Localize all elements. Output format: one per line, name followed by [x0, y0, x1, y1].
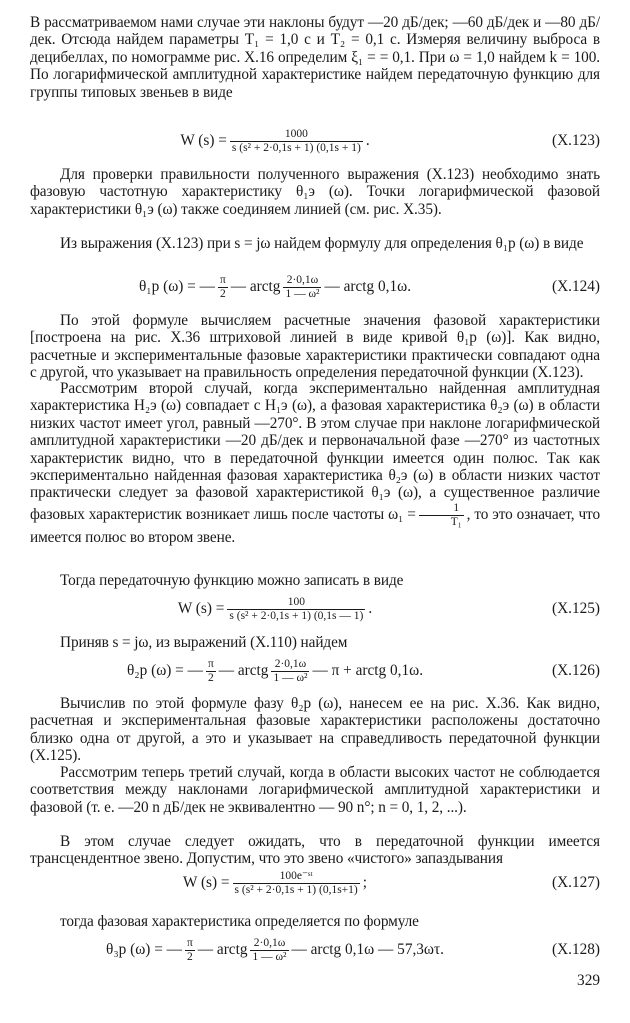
eq127-fraction	[233, 870, 360, 897]
eq124-fraction-arctg	[283, 274, 321, 301]
eq126-f2-num: 2·0,1ω	[274, 657, 307, 670]
equation-x126	[30, 654, 600, 688]
eq128-fraction-arctg	[250, 937, 288, 964]
eq127-lhs: W (s) =	[182, 874, 230, 891]
eq125-numerator: 100	[287, 595, 305, 608]
eq126-mid: — arctg	[218, 662, 269, 679]
paragraph-4: По этой формуле вычисляем расчетные значения фазовой характеристики [построена на рис. X.36 штриховой линией в виде кривой θ₁р (ω)]. Как видно, расчетные и экспериментальные фазовые характеристики практически совпадают одна с другой, что указывает на правильность определения передаточной функции (X.123).	[30, 312, 600, 382]
eq128-lhs: θ₃р (ω) = —	[106, 941, 182, 958]
eq128-f2-num: 2·0,1ω	[253, 936, 286, 949]
paragraph-10: В этом случае следует ожидать, что в передаточной функции имеется трансцендентное звено. Допустим, что это звено «чистого» запаздывания	[30, 833, 600, 868]
equation-x125	[30, 592, 600, 626]
eq123-denominator: s (s² + 2·0,1s + 1) (0,1s + 1)	[231, 141, 361, 154]
eq124-f1-num: π	[219, 273, 226, 286]
equation-x127	[30, 866, 600, 900]
equation-x128	[30, 933, 600, 967]
eq125-tail: .	[368, 600, 373, 617]
paragraph-5-end: , то это означает, что имеется полюс во втором звене.	[30, 505, 600, 546]
omega-frac-num: 1	[453, 501, 460, 514]
page-number: 329	[577, 972, 600, 989]
eq125-label: (X.125)	[551, 600, 600, 617]
paragraph-3: Из выражения (X.123) при s = jω найдем формулу для определения θ₁р (ω) в виде	[60, 235, 584, 252]
eq126-lhs: θ₂р (ω) = —	[126, 662, 203, 679]
eq128-fraction-pi	[185, 937, 195, 964]
paragraph-8: Вычислив по этой формуле фазу θ₂р (ω), нанесем ее на рис. X.36. Как видно, расчетная и экспериментальная фазовые характеристики расположены достаточно близко одна от другой, а это и указывает на справедливость передаточной функции (X.125).	[30, 695, 600, 765]
eq128-f1-num: π	[186, 936, 193, 949]
eq127-label: (X.127)	[551, 874, 600, 891]
equation-x123	[30, 124, 600, 158]
eq127-numerator: 100e⁻ˢᵗ	[279, 869, 313, 882]
eq128-label: (X.128)	[551, 941, 600, 958]
paragraph-1: В рассматриваемом нами случае эти наклоны будут —20 дБ/дек; —60 дБ/дек и —80 дБ/дек. Отсюда найдем параметры T₁ = 1,0 с и T₂ = 0,1 с. Измеряя величину выброса в децибеллах, по номограмме рис. X.16 определим ξ₁ = = 0,1. При ω = 1,0 найдем k = 100. По логарифмической амплитудной характеристике найдем передаточную функцию для группы типовых звеньев в виде	[30, 14, 600, 101]
equation-x124	[30, 270, 600, 304]
eq123-tail: .	[365, 132, 370, 149]
omega-fraction	[419, 502, 464, 529]
omega-frac-den: T₁	[419, 515, 464, 529]
eq128-mid: — arctg	[197, 941, 248, 958]
eq126-f1-num: π	[207, 657, 214, 670]
eq125-denominator: s (s² + 2·0,1s + 1) (0,1s — 1)	[229, 609, 364, 622]
eq123-lhs: W (s) =	[180, 132, 227, 149]
eq124-tail: — arctg 0,1ω.	[324, 278, 412, 295]
eq124-f2-den: 1 — ω²	[285, 287, 320, 300]
eq126-f1-den: 2	[207, 671, 214, 684]
eq123-label: (X.123)	[551, 132, 600, 149]
eq126-tail: — π + arctg 0,1ω.	[312, 662, 424, 679]
paragraph-11: тогда фазовая характеристика определяется по формуле	[60, 913, 419, 930]
eq124-f2-num: 2·0,1ω	[286, 273, 319, 286]
paragraph-5	[30, 380, 600, 546]
eq126-f2-den: 1 — ω²	[273, 671, 308, 684]
paragraph-7: Приняв s = jω, из выражений (X.110) найдем	[60, 634, 348, 651]
eq125-lhs: W (s) =	[177, 600, 225, 617]
eq128-f2-den: 1 — ω²	[252, 950, 287, 963]
eq123-numerator: 1000	[284, 127, 308, 140]
eq128-tail: — arctg 0,1ω — 57,3ωτ.	[291, 941, 444, 958]
eq127-denominator: s (s² + 2·0,1s + 1) (0,1s+1)	[234, 883, 358, 896]
eq124-f1-den: 2	[219, 287, 226, 300]
eq124-lhs: θ₁р (ω) = —	[138, 278, 215, 295]
eq128-f1-den: 2	[187, 950, 193, 963]
eq124-mid: — arctg	[230, 278, 281, 295]
eq126-label: (X.126)	[551, 662, 600, 679]
eq124-fraction-pi	[218, 274, 228, 301]
eq125-fraction	[227, 596, 365, 623]
eq126-fraction-arctg	[271, 658, 309, 685]
eq127-tail: ;	[362, 874, 368, 891]
omega-one: ω₁ =	[388, 505, 416, 523]
paragraph-6: Тогда передаточную функцию можно записать в виде	[60, 572, 404, 589]
paragraph-9: Рассмотрим теперь третий случай, когда в области высоких частот не соблюдается соответствия между наклонами логарифмической амплитудной характеристики и фазовой (т. е. —20 n дБ/дек не эквивалентно — 90 n°; n = 0, 1, 2, ...).	[30, 764, 600, 816]
eq126-fraction-pi	[206, 658, 216, 685]
paragraph-5-text: Рассмотрим второй случай, когда экспериментально найденная амплитудная характеристика H₂э (ω) совпадает с H₁э (ω), а фазовая характеристика θ₂э (ω) в области низких частот имеет угол, равный —270°. В этом случае при наклоне логарифмической амплитудной характеристики —20 дБ/дек и первоначальной фазе —270° из частотных характеристик видно, что в передаточной функции имеется один полюс. Так как экспериментально найденная фазовая характеристика θ₂э (ω) в области низких частот практически следует за фазовой характеристикой θ₁э (ω), а существенное различие фазовых характеристик возникает лишь после частоты	[30, 380, 600, 523]
eq124-label: (X.124)	[551, 278, 600, 295]
eq123-fraction	[230, 128, 363, 155]
paragraph-2: Для проверки правильности полученного выражения (X.123) необходимо знать фазовую частотную характеристику θ₁э (ω). Точки логарифмической фазовой характеристики θ₁э (ω) также соединяем линией (см. рис. X.35).	[30, 166, 600, 218]
